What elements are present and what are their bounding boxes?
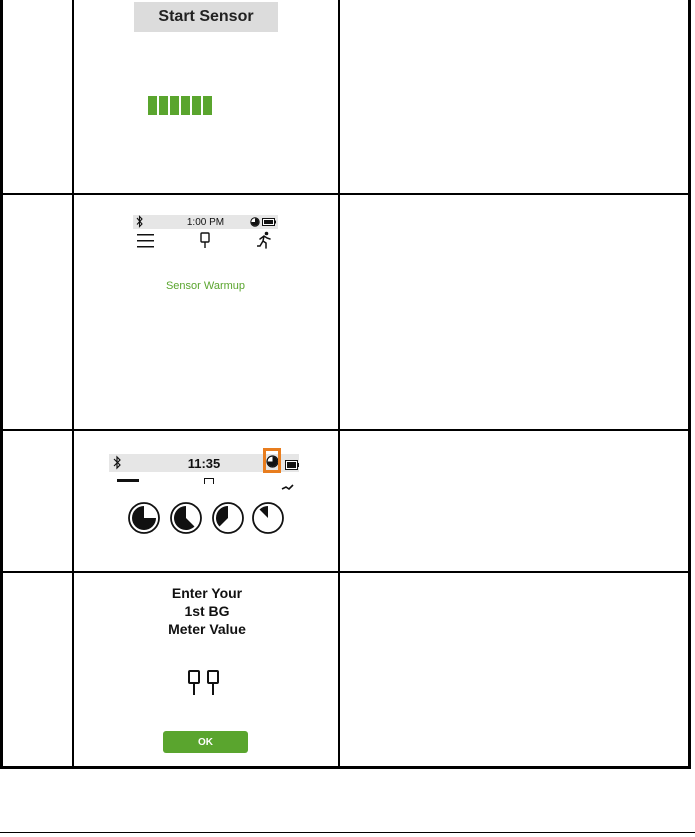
table-bottom-border (0, 766, 691, 769)
ok-button[interactable]: OK (163, 731, 248, 753)
table-left-border (0, 0, 3, 769)
sensor-warmup-text: Sensor Warmup (165, 280, 246, 292)
start-sensor-title: Start Sensor (134, 2, 278, 32)
progress-segment (148, 96, 157, 115)
status-time: 11:35 (187, 455, 221, 471)
table-row-divider-1 (0, 193, 691, 195)
progress-segment (203, 96, 212, 115)
status-time: 1:00 PM (186, 216, 225, 228)
activity-icon[interactable] (257, 231, 272, 254)
status-bar (133, 215, 278, 229)
meter-icon[interactable] (200, 232, 210, 254)
progress-segment (192, 96, 201, 115)
calibration-icon-highlight (263, 448, 281, 473)
battery-icon (262, 218, 276, 229)
progress-segment (181, 96, 190, 115)
table-row-divider-2 (0, 429, 691, 431)
calibration-pie-icon (170, 502, 202, 534)
table-row-divider-3 (0, 571, 691, 573)
calibration-pie-icon (252, 502, 284, 534)
menu-icon[interactable] (137, 233, 154, 253)
progress-segment (170, 96, 179, 115)
menu-icon (117, 479, 139, 482)
meter-icon (207, 670, 219, 701)
calibration-pie-icon (128, 502, 160, 534)
calibration-pie-icon (212, 502, 244, 534)
table-col-divider-1 (72, 0, 74, 769)
battery-icon (285, 458, 299, 473)
progress-segment (159, 96, 168, 115)
meter-icon (204, 478, 214, 484)
sensor-progress-bar (148, 96, 212, 115)
table-right-border (688, 0, 691, 769)
enter-bg-prompt: Enter Your 1st BG Meter Value (168, 585, 246, 637)
meter-icon (188, 670, 200, 701)
calibration-clock-icon (250, 217, 260, 230)
page-footer-rule (0, 832, 695, 833)
table-col-divider-2 (338, 0, 340, 769)
activity-icon (281, 477, 295, 495)
